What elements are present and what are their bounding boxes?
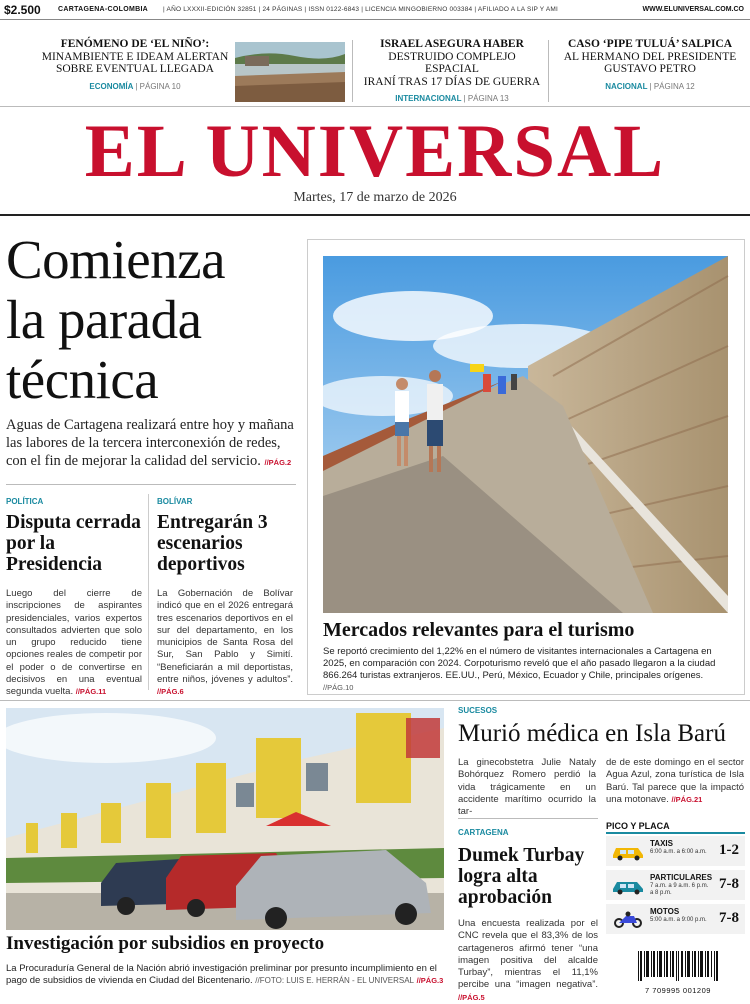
sucesos-page-ref: //PÁG.21 bbox=[671, 794, 703, 804]
teaser-line: MINAMBIENTE E IDEAM ALERTAN bbox=[41, 50, 229, 63]
bolivar-page-ref: //PÁG.6 bbox=[157, 687, 184, 697]
car-icon bbox=[610, 876, 646, 894]
barcode bbox=[636, 951, 720, 995]
sucesos-body-text: de de este domingo en el sector Agua Azul, zona turística de Isla Barú. Tal parece que la impactó una motonave. bbox=[606, 757, 744, 805]
lead-divider bbox=[6, 484, 296, 485]
lead-headline-line: técnica bbox=[6, 349, 159, 410]
teaser-section bbox=[555, 81, 745, 94]
teaser-line: FENÓMENO DE ‘EL NIÑO’: bbox=[60, 38, 210, 50]
pico-placa-name: MOTOS bbox=[650, 907, 680, 916]
teaser-line: SOBRE EVENTUAL LLEGADA bbox=[55, 63, 214, 75]
masthead-logo: EL UNIVERSAL bbox=[84, 110, 666, 193]
teaser-page: | PÁGINA 12 bbox=[649, 81, 695, 91]
politica-page-ref: //PÁG.11 bbox=[75, 687, 107, 697]
motorcycle-icon bbox=[610, 910, 646, 928]
sucesos-divider bbox=[458, 818, 598, 819]
pico-placa-name: PARTICULARES bbox=[650, 873, 713, 882]
lead-headline[interactable] bbox=[6, 230, 296, 410]
lead-deck bbox=[6, 416, 298, 472]
teaser-line: CASO ‘PIPE TULUÁ’ SALPICA bbox=[567, 38, 733, 50]
section-label-cartagena: CARTAGENA bbox=[458, 828, 509, 837]
teaser-line: IRANÍ TRAS 17 DÍAS DE GUERRA bbox=[363, 75, 541, 88]
column-divider bbox=[148, 494, 149, 690]
cartagena-headline[interactable]: Dumek Turbay logra alta aprobación bbox=[458, 845, 585, 908]
photo-credit: //FOTO: LUIS E. HERRÁN - EL UNIVERSAL bbox=[255, 976, 414, 985]
feature-photo-tourists-wall bbox=[323, 256, 728, 613]
pico-placa-name: TAXIS bbox=[650, 839, 673, 848]
cartagena-body bbox=[458, 918, 598, 1004]
lead-deck-text: Aguas de Cartagena realizará entre hoy y mañana las labores de la tercera interconexión de redes, con el fin de mejorar la calidad del servicio. bbox=[6, 417, 294, 469]
lead-headline-line: Comienza bbox=[6, 229, 225, 290]
bolivar-headline[interactable]: Entregarán 3 escenarios deportivos bbox=[157, 512, 268, 575]
barcode-bars bbox=[636, 951, 720, 981]
teaser-section bbox=[362, 93, 542, 106]
subsidios-page-ref: //PÁG.3 bbox=[416, 976, 444, 985]
subsidios-headline[interactable]: Investigación por subsidios en proyecto bbox=[6, 933, 325, 954]
barcode-number: 7 709995 001209 bbox=[645, 986, 711, 995]
section-label-politica: POLÍTICA bbox=[6, 497, 44, 506]
sucesos-body-col1: La ginecobstetra Julie Nataly Bohórquez Romero perdió la vida trágicamente en un accidente marítimo ocurrido la tar- bbox=[458, 757, 596, 818]
pico-placa-time: 6:00 a.m. a 6:00 a.m. bbox=[650, 849, 707, 855]
teaser-divider bbox=[548, 40, 549, 102]
pico-placa-row-motos bbox=[606, 904, 745, 934]
cartagena-body-text: Una encuesta realizada por el CNC revela que el 83,3% de los cartageneros afirmó tener “una imagen positiva del alcalde Turbay”, mientras el 11,1% percibe una “imagen negativa”. bbox=[458, 918, 598, 991]
section-label-bolivar: BOLÍVAR bbox=[157, 497, 193, 506]
lead-page-ref: //PÁG.2 bbox=[264, 458, 292, 467]
section-label-sucesos: SUCESOS bbox=[458, 706, 498, 715]
taxi-icon bbox=[610, 842, 646, 860]
masthead-rule-bottom bbox=[0, 214, 750, 216]
teaser-section-name: ECONOMÍA bbox=[89, 81, 134, 91]
housing-project-photo bbox=[6, 708, 444, 930]
turismo-headline[interactable]: Mercados relevantes para el turismo bbox=[323, 619, 635, 641]
sucesos-headline[interactable]: Murió médica en Isla Barú bbox=[458, 720, 726, 747]
politica-body bbox=[6, 588, 142, 699]
teaser-section bbox=[40, 81, 230, 94]
teaser-el-nino[interactable] bbox=[40, 38, 230, 93]
pico-placa-time: 7 a.m. a 9 a.m. 6 p.m. a 8 p.m. bbox=[650, 883, 709, 896]
subsidios-body bbox=[6, 963, 446, 987]
pico-placa-digits: 7-8 bbox=[719, 876, 739, 892]
city-label: CARTAGENA-COLOMBIA bbox=[58, 6, 149, 13]
teaser-section-name: INTERNACIONAL bbox=[395, 94, 462, 103]
subsidios-body-text: La Procuraduría General de la Nación abrió investigación preliminar por presunto incumplimiento en el pago de subsidios de vivienda en Ciudad del Bicentenario. bbox=[6, 963, 437, 986]
pico-placa-digits: 7-8 bbox=[719, 910, 739, 926]
teaser-line: ISRAEL ASEGURA HABER bbox=[380, 38, 524, 50]
website-link[interactable]: WWW.ELUNIVERSAL.COM.CO bbox=[642, 6, 744, 13]
turismo-body bbox=[323, 646, 735, 694]
teaser-section-name: NACIONAL bbox=[605, 81, 648, 91]
pico-placa-row-particulares bbox=[606, 870, 745, 900]
teaser-pipe-tulua[interactable] bbox=[555, 38, 745, 93]
teaser-page: | PÁGINA 10 bbox=[135, 81, 181, 91]
bottom-divider bbox=[0, 700, 750, 701]
pico-placa-title: PICO Y PLACA bbox=[606, 821, 670, 831]
pico-placa-rule bbox=[606, 832, 745, 834]
turismo-body-text: Se reportó crecimiento del 1,22% en el número de visitantes internacionales a Cartagena en 2025, en comparación con 2024. Corpoturismo reveló que el año pasado llegaron a la ciudad 866.264 turistas extranjeros. EE.UU., Perú, México, Ecuador y Chile, principales orígenes. bbox=[323, 646, 716, 681]
teaser-line: GUSTAVO PETRO bbox=[604, 63, 696, 75]
politica-headline[interactable]: Disputa cerrada por la Presidencia bbox=[6, 512, 141, 575]
teaser-line: DESTRUIDO COMPLEJO ESPACIAL bbox=[388, 50, 516, 75]
bolivar-body-text: La Gobernación de Bolívar indicó que en el 2026 entregará tres escenarios deportivos en el sur del departamento, en los municipios de Santa Rosa del Sur, San Pablo y Simití. “Beneficiarán a mil deportistas, entre niños, jóvenes y adultos”. bbox=[157, 588, 293, 686]
lead-headline-line: la parada bbox=[6, 289, 202, 350]
teaser-photo-reservoir bbox=[235, 42, 345, 102]
sucesos-body-col2 bbox=[606, 757, 744, 806]
teaser-israel[interactable] bbox=[362, 38, 542, 106]
teaser-line: AL HERMANO DEL PRESIDENTE bbox=[563, 50, 737, 63]
bolivar-body bbox=[157, 588, 293, 699]
turismo-page-ref: //PÁG.10 bbox=[323, 683, 354, 692]
politica-body-text: Luego del cierre de inscripciones de aspirantes presidenciales, varios expertos consultados advierten que solo un grupo reducido tiene opciones reales de competir por el poder o de convertirse en decisivos en una eventual segunda vuelta. bbox=[6, 588, 142, 698]
masthead-rule-top bbox=[0, 106, 750, 107]
publication-info: | AÑO LXXXII-EDICIÓN 32851 | 24 PÁGINAS | ISSN 0122-6843 | LICENCIA MINGOBIERNO 003384 | AFILIADO A LA SIP Y AMI bbox=[163, 6, 559, 13]
cartagena-page-ref: //PÁG.5 bbox=[458, 992, 485, 1002]
pico-placa-digits: 1-2 bbox=[719, 842, 739, 858]
pico-placa-box bbox=[606, 818, 745, 938]
teaser-page: | PÁGINA 13 bbox=[463, 94, 509, 103]
teaser-divider bbox=[352, 40, 353, 102]
pico-placa-row-taxis bbox=[606, 836, 745, 866]
price: $2.500 bbox=[4, 3, 41, 17]
edition-date: Martes, 17 de marzo de 2026 bbox=[293, 190, 457, 205]
pico-placa-time: 5:00 a.m. a 9:00 p.m. bbox=[650, 917, 707, 923]
